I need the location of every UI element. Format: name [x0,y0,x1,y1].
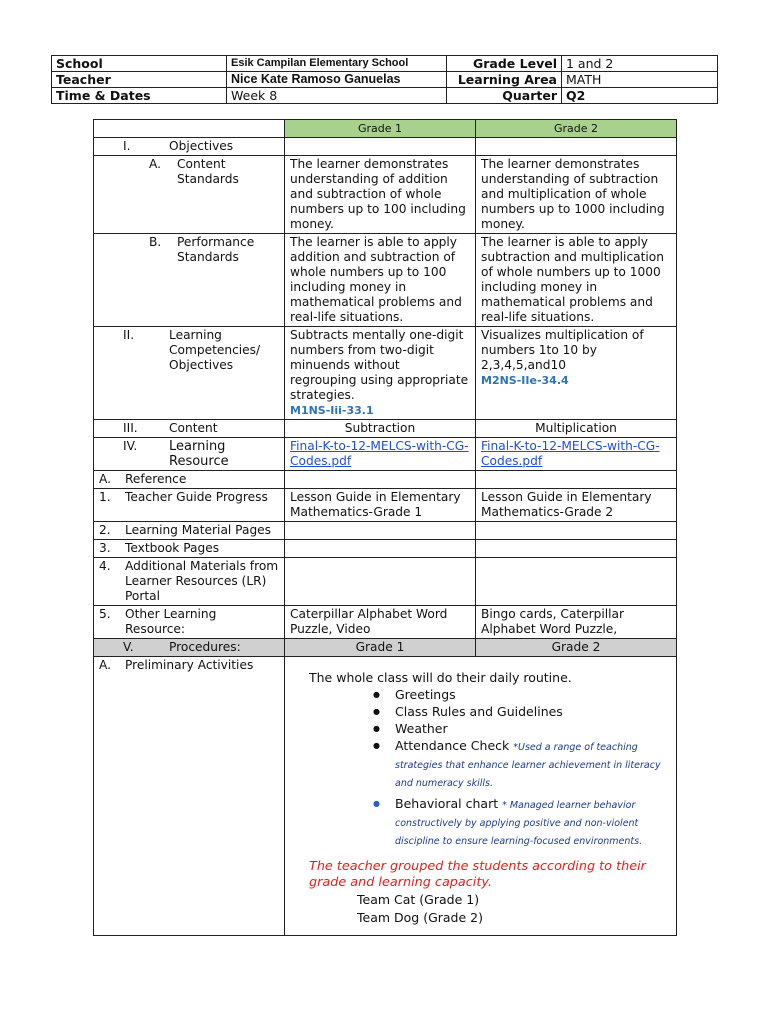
grade-header-row [94,120,677,138]
competencies-g1: Subtracts mentally one-digit numbers from two-digit minuends without regrouping using appropriate strategies. [290,328,469,402]
melcs-link-g1[interactable]: Final-K-to-12-MELCS-with-CG-Codes.pdf [290,439,469,468]
learning-area-value: MATH [562,72,718,88]
routine-list [309,686,666,849]
procedures-row: V. Procedures: Grade 1 Grade 2 [94,639,677,657]
objectives-row: I. Objectives [94,138,677,156]
procedures-label: Procedures: [169,640,241,654]
learning-resource-label: Learning Resource [169,439,229,469]
learning-area-label: Learning Area [447,72,562,88]
melcs-link-g2[interactable]: Final-K-to-12-MELCS-with-CG-Codes.pdf [481,439,660,468]
content-standards-label: Content Standards [177,157,239,186]
preliminary-row: A. Preliminary Activities The whole class will do their daily routine. ● Greetings ● Class Rules and Guidelines ● Weather ● Attendance Check *Used a range of teaching strategies that enhance learner achievement in literacy and numeracy skills. ● Behavioral chart * Managed learner behavior constructively by applying positive and non-violent discipline to ensure learning-focused environments. The teacher grouped the students according to their grade and learning capacity. Team Cat (Grade 1) Team Dog (Grade 2) [94,657,677,936]
learning-resource-row: IV. Learning Resource Final-K-to-12-MELCS-with-CG-Codes.pdf Final-K-to-12-MELCS-with-CG-Codes.pdf [94,438,677,471]
header-info-table [51,55,718,104]
content-standards-g2: The learner demonstrates understanding of subtraction and multiplication of whole numbers up to 1000 including money. [476,156,677,234]
ref-item-g2: Bingo cards, Caterpillar Alphabet Word Puzzle, [476,606,677,639]
content-row: III. Content Subtraction Multiplication [94,420,677,438]
grouping-note: The teacher grouped the students according to their grade and learning capacity. [309,859,646,890]
time-dates-value: Week 8 [227,88,447,104]
grade-level-label: Grade Level [447,56,562,72]
ref-item-label: Learning Material Pages [125,523,272,537]
content-g1: Subtraction [285,420,476,438]
list-item [373,795,666,849]
content-standards-row: A. Content Standards The learner demonstrates understanding of addition and subtraction of whole numbers up to 100 including money. The learner demonstrates understanding of subtraction and multiplication of whole numbers up to 1000 including money. [94,156,677,234]
ref-item-g1: Lesson Guide in Elementary Mathematics-Grade 1 [285,489,476,522]
ref-item-label: Textbook Pages [125,541,220,555]
grade2-column-header: Grade 2 [476,120,677,138]
competency-code-g1: M1NS-Iii-33.1 [290,404,374,417]
competencies-g2: Visualizes multiplication of numbers 1to 10 by 2,3,4,5,and10 [481,328,644,372]
teacher-label: Teacher [52,72,227,88]
list-item: ● Greetings [373,686,666,703]
reference-row: A. Reference [94,471,677,489]
school-value: Esik Campilan Elementary School [227,56,447,72]
content-standards-g1: The learner demonstrates understanding of addition and subtraction of whole numbers up to 100 including money. [285,156,476,234]
performance-standards-row: B. Performance Standards The learner is able to apply addition and subtraction of whole numbers up to 100 including money in mathematical problems and real-life situations. The learner is able to apply subtraction and multiplication of whole numbers up to 1000 including money in mathematical problems and real-life situations. [94,234,677,327]
reference-label: Reference [125,472,187,486]
content-g2: Multiplication [476,420,677,438]
objectives-label: Objectives [169,139,234,153]
teacher-value: Nice Kate Ramoso Ganuelas [227,72,447,88]
ref-item-row: 4. Additional Materials from Learner Resources (LR) Portal [94,558,677,606]
attendance-check: Attendance Check [395,738,510,753]
behavioral-chart: Behavioral chart [395,796,499,811]
ref-item-row: 2. Learning Material Pages [94,522,677,540]
content-label: Content [169,421,218,435]
grade1-column-header: Grade 1 [285,120,476,138]
competencies-label: Learning Competencies/ Objectives [169,328,261,372]
preliminary-label: Preliminary Activities [125,658,254,672]
quarter-value: Q2 [562,88,718,104]
team-cat: Team Cat (Grade 1) [357,892,480,907]
ref-item-g2: Lesson Guide in Elementary Mathematics-Grade 2 [476,489,677,522]
quarter-label: Quarter [447,88,562,104]
list-item: ● Class Rules and Guidelines [373,703,666,720]
competency-code-g2: M2NS-IIe-34.4 [481,374,569,387]
school-label: School [52,56,227,72]
time-dates-label: Time & Dates [52,88,227,104]
performance-standards-label: Performance Standards [177,235,255,264]
performance-standards-g1: The learner is able to apply addition and subtraction of whole numbers up to 100 including money in mathematical problems and real-life situations. [285,234,476,327]
list-item [373,737,666,791]
routine-intro: The whole class will do their daily routine. [309,670,572,685]
procedures-g2: Grade 2 [476,639,677,657]
ref-item-g1: Caterpillar Alphabet Word Puzzle, Video [285,606,476,639]
behavior-note: * Managed learner behavior constructively by applying positive and non-violent discipline to ensure learning-focused environments. [395,800,643,847]
ref-item-label: Teacher Guide Progress [125,490,268,504]
competencies-row: II. Learning Competencies/ Objectives Subtracts mentally one-digit numbers from two-digit minuends without regrouping using appropriate strategies. M1NS-Iii-33.1 Visualizes multiplication of numbers 1to 10 by 2,3,4,5,and10 M2NS-IIe-34.4 [94,327,677,420]
performance-standards-g2: The learner is able to apply subtraction and multiplication of whole numbers up to 1000 including money in mathematical problems and real-life situations. [476,234,677,327]
ref-item-row: 5. Other Learning Resource: Caterpillar Alphabet Word Puzzle, Video Bingo cards, Caterpillar Alphabet Word Puzzle, [94,606,677,639]
lesson-plan-table [93,119,677,936]
grade-level-value: 1 and 2 [562,56,718,72]
procedures-g1: Grade 1 [285,639,476,657]
ref-item-label: Additional Materials from Learner Resources (LR) Portal [125,559,279,603]
ref-item-row: 3. Textbook Pages [94,540,677,558]
preliminary-content [285,657,677,936]
attendance-note: *Used a range of teaching strategies that enhance learner achievement in literacy and numeracy skills. [395,742,661,789]
team-dog: Team Dog (Grade 2) [357,910,483,925]
ref-item-label: Other Learning Resource: [125,607,217,636]
ref-item-row: 1. Teacher Guide Progress Lesson Guide in Elementary Mathematics-Grade 1 Lesson Guide in Elementary Mathematics-Grade 2 [94,489,677,522]
list-item: ● Weather [373,720,666,737]
